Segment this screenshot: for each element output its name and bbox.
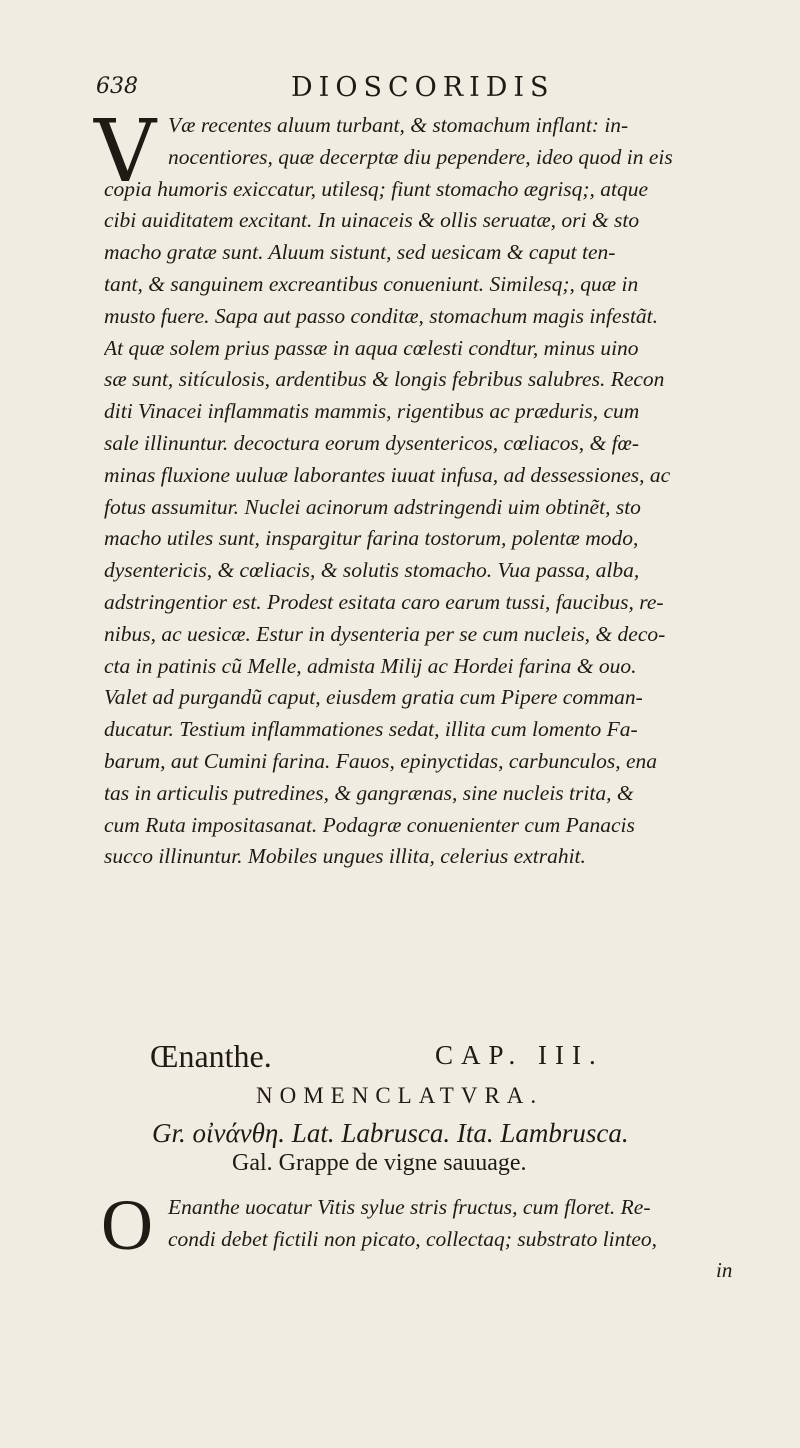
text-line: musto fuere. Sapa aut passo conditæ, stomachum magis infestãt. bbox=[104, 303, 659, 328]
text-line: cibi auiditatem excitant. In uinaceis & ollis seruatæ, ori & sto bbox=[104, 208, 640, 233]
chapter-heading bbox=[150, 1038, 670, 1082]
text-line: sale illinuntur. decoctura eorum dysentericos, cœliacos, & fœ- bbox=[104, 430, 640, 455]
synonyms-line: Gr. οἰνάνθη. Lat. Labrusca. Ita. Lambrusca. bbox=[152, 1118, 629, 1148]
running-head: DIOSCORIDIS bbox=[291, 72, 555, 103]
text-line: Valet ad purgandũ caput, eiusdem gratia cum Pipere comman- bbox=[104, 685, 643, 710]
catchword: in bbox=[716, 1258, 733, 1282]
text-line: copia humoris exiccatur, utilesq; fiunt stomacho ægrisq;, atque bbox=[104, 176, 649, 201]
main-paragraph bbox=[94, 102, 744, 873]
text-line: barum, aut Cumini farina. Fauos, epinyctidas, carbunculos, ena bbox=[104, 748, 657, 773]
text-line: fotus assumitur. Nuclei acinorum adstringendi uim obtinẽt, sto bbox=[104, 494, 641, 519]
chapter-title: Œnanthe. bbox=[150, 1038, 272, 1074]
drop-cap: V bbox=[94, 102, 157, 202]
text-line: ducatur. Testium inflammationes sedat, illita cum lomento Fa- bbox=[104, 717, 638, 742]
text-line: nibus, ac uesicæ. Estur in dysenteria per se cum nucleis, & deco- bbox=[104, 621, 666, 646]
second-paragraph bbox=[101, 1185, 744, 1265]
paragraph-lines bbox=[104, 1192, 744, 1256]
page-header bbox=[96, 72, 736, 112]
text-line: At quæ solem prius passæ in aqua cœlesti condtur, minus uino bbox=[104, 335, 639, 360]
text-line: macho gratæ sunt. Aluum sistunt, sed uesicam & caput ten- bbox=[104, 240, 616, 265]
text-line: adstringentior est. Prodest esitata caro earum tussi, faucibus, re- bbox=[104, 589, 664, 614]
french-name-line: Gal. Grappe de vigne sauuage. bbox=[232, 1150, 527, 1176]
text-line: cum Ruta impositasanat. Podagræ conuenienter cum Panacis bbox=[104, 812, 635, 837]
text-line: Væ recentes aluum turbant, & stomachum inflant: in- bbox=[168, 113, 629, 137]
text-line: nocentiores, quæ decerptæ diu pependere, ideo quod in eis bbox=[168, 144, 673, 169]
text-line: succo illinuntur. Mobiles ungues illita, celerius extrahit. bbox=[104, 844, 586, 869]
page-number: 638 bbox=[96, 74, 138, 99]
text-line: sæ sunt, sitículosis, ardentibus & longis febribus salubres. Recon bbox=[104, 367, 665, 392]
chapter-number: CAP. III. bbox=[435, 1040, 604, 1070]
text-line: condi debet fictili non picato, collectaq; substrato linteo, bbox=[168, 1226, 658, 1251]
text-line: Enanthe uocatur Vitis sylue stris fructus, cum floret. Re- bbox=[168, 1195, 651, 1219]
text-line: minas fluxione uuluæ laborantes iuuat infusa, ad dessessiones, ac bbox=[104, 462, 671, 487]
text-line: macho utiles sunt, inspargitur farina tostorum, polentæ modo, bbox=[104, 526, 639, 551]
paragraph-lines bbox=[104, 110, 744, 873]
text-line: tant, & sanguinem excreantibus conueniunt. Similesq;, quæ in bbox=[104, 271, 639, 296]
drop-cap-o: O bbox=[101, 1185, 153, 1265]
text-line: dysentericis, & cœliacis, & solutis stomacho. Vua passa, alba, bbox=[104, 558, 640, 583]
nomenclature-heading: NOMENCLATVRA. bbox=[256, 1083, 544, 1108]
text-line: diti Vinacei inflammatis mammis, rigentibus ac præduris, cum bbox=[104, 399, 640, 424]
text-line: tas in articulis putredines, & gangrænas, sine nucleis trita, & bbox=[104, 780, 634, 805]
text-line: cta in patinis cũ Melle, admista Milij ac Hordei farina & ouo. bbox=[104, 653, 637, 678]
